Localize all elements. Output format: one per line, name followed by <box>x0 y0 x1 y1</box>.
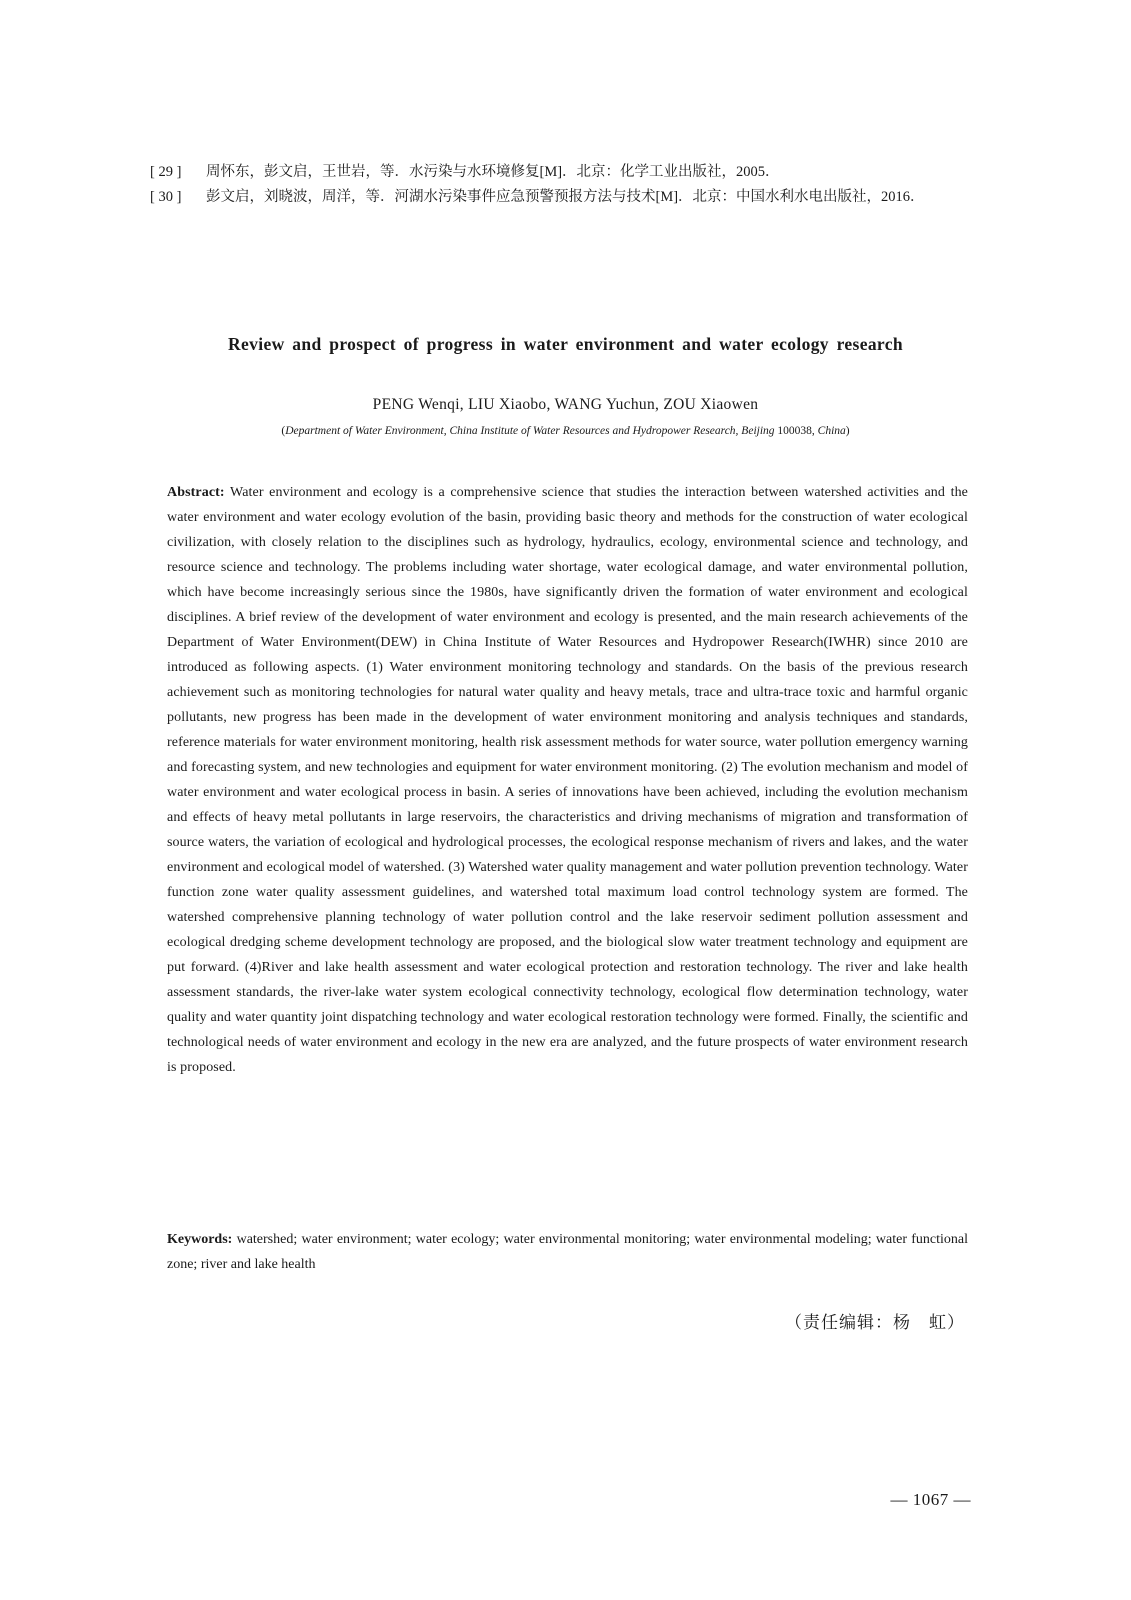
keywords-text: watershed; water environment; water ecology; water environmental monitoring; water environmental modeling; water functional zone; river and lake health <box>167 1232 969 1272</box>
affiliation-country: China <box>817 425 846 437</box>
page-number: — 1067 — <box>890 1490 971 1509</box>
abstract <box>167 480 968 1080</box>
reference-number: [ 29 ] <box>150 164 182 180</box>
affiliation <box>0 425 1131 437</box>
keywords-label: Keywords: <box>167 1232 233 1247</box>
affiliation-close: ) <box>845 425 850 437</box>
reference-text: 周怀东，彭文启，王世岩，等．水污染与水环境修复[M]．北京：化学工业出版社，2005． <box>206 164 780 180</box>
author-list: PENG Wenqi, LIU Xiaobo, WANG Yuchun, ZOU Xiaowen <box>372 396 759 413</box>
reference-item <box>150 185 990 210</box>
affiliation-institution: Department of Water Environment, China Institute of Water Resources and Hydropower Research, Beijing <box>285 425 775 437</box>
abstract-text: Water environment and ecology is a comprehensive science that studies the interaction between watershed activities and the water environment and water ecology evolution of the basin, providing basic theory and methods for the construction of water ecological civilization, with closely relation to the disciplines such as hydrology, hydraulics, ecology, environmental science and technology, and resource science and technology. The problems including water shortage, water ecological damage, and water environmental pollution, which have become increasingly serious since the 1980s, have significantly driven the formation of water environment and ecological disciplines. A brief review of the development of water environment and ecology is presented, and the main research achievements of the Department of Water Environment(DEW) in China Institute of Water Resources and Hydropower Research(IWHR) since 2010 are introduced as following aspects. (1) Water environment monitoring technology and standards. On the basis of the previous research achievement such as monitoring technologies for natural water quality and heavy metals, trace and ultra-trace toxic and harmful organic pollutants, new progress has been made in the development of water environment monitoring and analysis techniques and standards, reference materials for water environment monitoring, health risk assessment methods for water source, water pollution emergency warning and forecasting system, and new technologies and equipment for water environment monitoring. (2) The evolution mechanism and model of water environment and water ecological process in basin. A series of innovations have been achieved, including the evolution mechanism and effects of heavy metal pollutants in large reservoirs, the characteristics and driving mechanisms of migration and transformation of source waters, the variation of ecological and hydrological processes, the ecological response mechanism of rivers and lakes, and the water environment and ecological model of watershed. (3) Watershed water quality management and water pollution prevention technology. Water function zone water quality assessment guidelines, and watershed total maximum load control technology system are formed. The watershed comprehensive planning technology of water pollution control and the lake reservoir sediment pollution assessment and ecological dredging scheme development technology are proposed, and the biological slow water treatment technology and equipment are put forward. (4)River and lake health assessment and water ecological protection and restoration technology. The river and lake health assessment standards, the river-lake water system ecological connectivity technology, ecological flow determination technology, water quality and water quantity joint dispatching technology and water ecological restoration technology were formed. Finally, the scientific and technological needs of water environment and ecology in the new era are analyzed, and the future prospects of water environment research is proposed. <box>167 485 968 1075</box>
affiliation-open: ( <box>281 425 286 437</box>
paper-title: Review and prospect of progress in water environment and water ecology research <box>228 334 903 354</box>
affiliation-postcode: 100038, <box>774 425 818 437</box>
abstract-label: Abstract: <box>167 485 225 500</box>
responsible-editor: （责任编辑：杨 虹） <box>785 1313 965 1332</box>
reference-item <box>150 160 990 185</box>
reference-list <box>150 160 990 210</box>
reference-text: 彭文启，刘晓波，周洋，等．河湖水污染事件应急预警预报方法与技术[M]．北京：中国水利水电出版社，2016． <box>206 189 925 205</box>
reference-number: [ 30 ] <box>150 189 182 205</box>
keywords <box>167 1227 968 1277</box>
